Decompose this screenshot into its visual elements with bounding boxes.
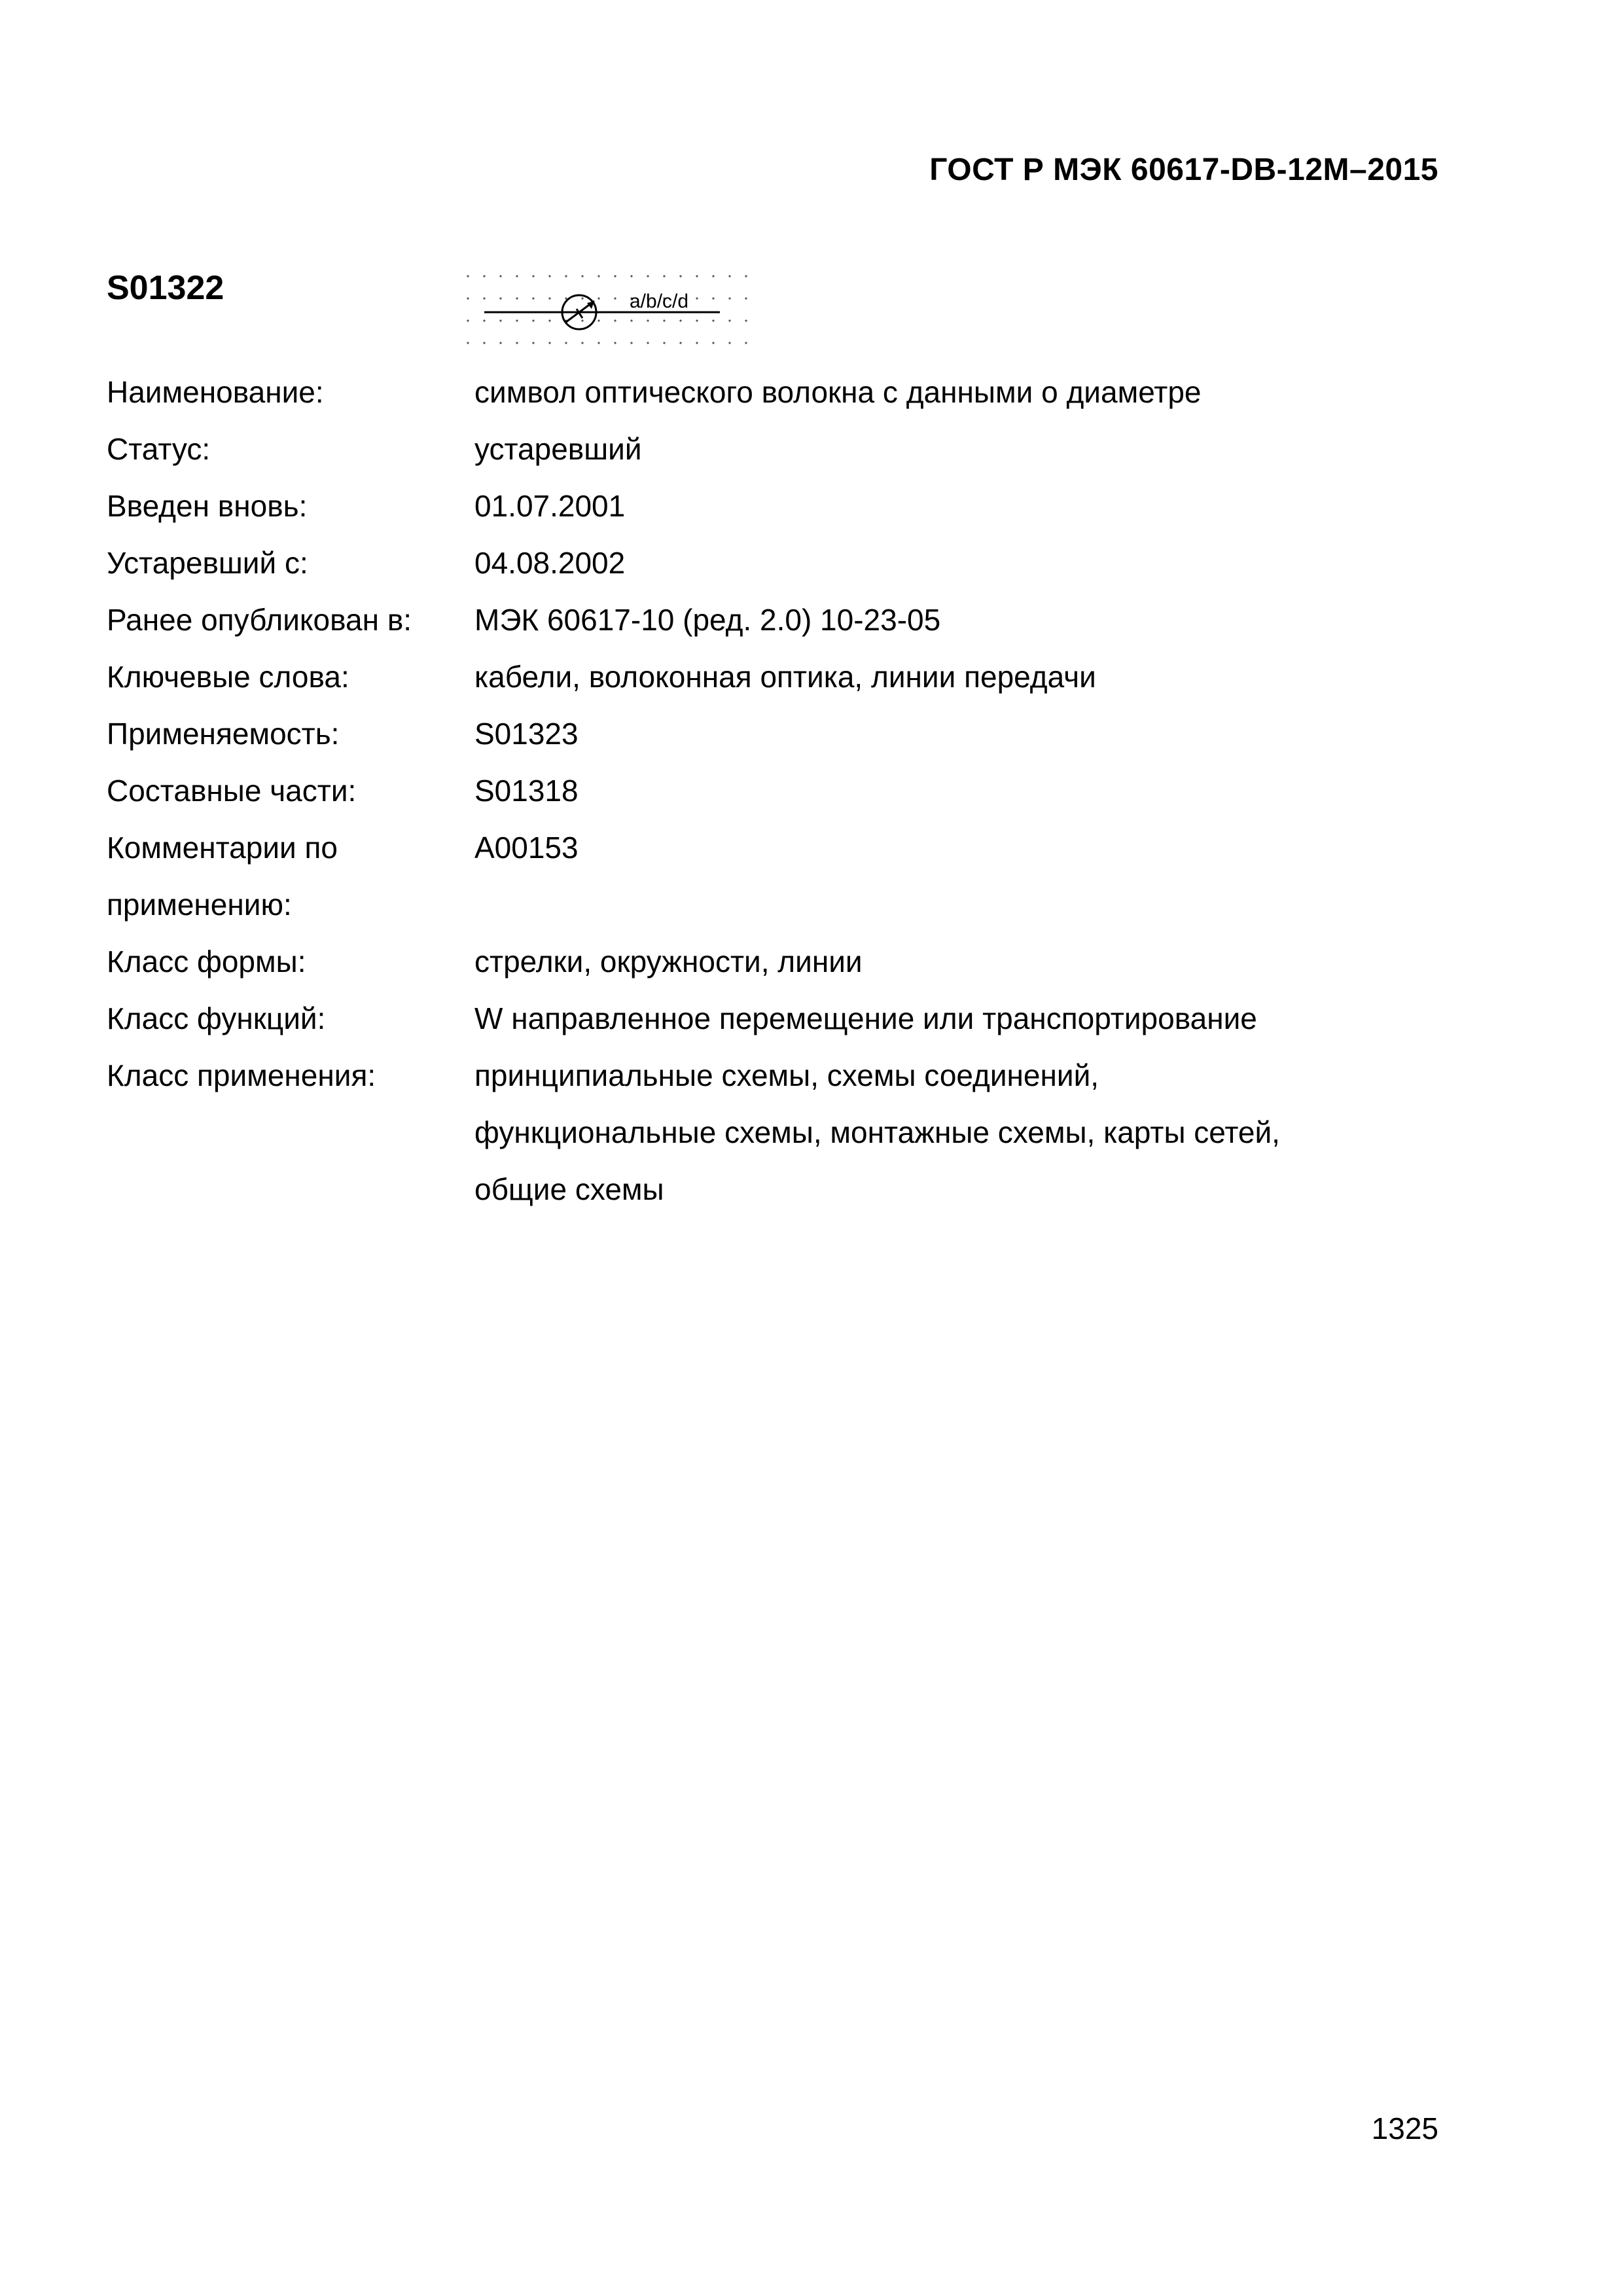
property-value: W направленное перемещение или транспортирование <box>474 1001 1257 1035</box>
grid-dot <box>728 342 730 344</box>
grid-dot <box>516 275 518 277</box>
property-row <box>107 1104 1448 1161</box>
property-row <box>107 933 1448 990</box>
grid-dot <box>532 342 534 344</box>
property-row <box>107 990 1448 1047</box>
grid-dot <box>630 319 632 321</box>
grid-dot <box>597 297 599 299</box>
grid-dot <box>663 275 665 277</box>
property-value: символ оптического волокна с данными о диаметре <box>474 375 1202 409</box>
property-key: Класс формы: <box>107 944 306 978</box>
grid-dot <box>516 297 518 299</box>
property-value: МЭК 60617-10 (ред. 2.0) 10-23-05 <box>474 603 941 637</box>
property-value: 01.07.2001 <box>474 489 626 523</box>
property-value: S01318 <box>474 774 579 808</box>
grid-dot <box>679 319 681 321</box>
grid-dot <box>712 319 714 321</box>
property-row <box>107 706 1448 762</box>
grid-dot <box>548 319 550 321</box>
property-row <box>107 1161 1448 1218</box>
grid-dot <box>696 297 698 299</box>
grid-dot <box>532 297 534 299</box>
property-row <box>107 1047 1448 1104</box>
grid-dot <box>467 297 469 299</box>
grid-dot <box>467 319 469 321</box>
optical-fiber-diameter-symbol-icon <box>458 270 753 355</box>
grid-dot <box>581 275 583 277</box>
property-value: кабели, волоконная оптика, линии передачи <box>474 660 1096 694</box>
grid-dot <box>647 275 649 277</box>
grid-dot <box>581 342 583 344</box>
grid-dot <box>630 275 632 277</box>
grid-dot <box>499 297 501 299</box>
property-key: Ключевые слова: <box>107 660 349 694</box>
property-row <box>107 592 1448 649</box>
property-key: Класс применения: <box>107 1058 376 1092</box>
grid-dot <box>565 342 567 344</box>
grid-dot <box>696 342 698 344</box>
property-key: Составные части: <box>107 774 357 808</box>
grid-dot <box>679 342 681 344</box>
symbol-code: S01322 <box>107 269 224 307</box>
grid-dot <box>516 342 518 344</box>
property-value: функциональные схемы, монтажные схемы, карты сетей, <box>474 1115 1280 1149</box>
grid-dot <box>745 319 747 321</box>
property-row <box>107 478 1448 535</box>
property-key: Введен вновь: <box>107 489 308 523</box>
properties-table <box>107 364 1448 1218</box>
grid-dot <box>728 319 730 321</box>
grid-dot <box>565 275 567 277</box>
grid-dot <box>647 342 649 344</box>
property-row <box>107 649 1448 706</box>
grid-dot <box>614 275 616 277</box>
page-number: 1325 <box>1371 2111 1438 2145</box>
property-key: Комментарии по <box>107 831 338 865</box>
grid-dot <box>614 342 616 344</box>
property-row <box>107 819 1448 876</box>
property-value: A00153 <box>474 831 579 865</box>
grid-dot <box>499 275 501 277</box>
property-row <box>107 421 1448 478</box>
grid-dot <box>712 342 714 344</box>
symbol-label: a/b/c/d <box>630 291 689 312</box>
property-row <box>107 762 1448 819</box>
property-value: общие схемы <box>474 1172 664 1206</box>
grid-dot <box>483 319 485 321</box>
property-key: Статус: <box>107 432 211 466</box>
property-row <box>107 535 1448 592</box>
grid-dot <box>597 342 599 344</box>
standard-code: ГОСТ Р МЭК 60617-DB-12M–2015 <box>929 152 1438 187</box>
grid-dot <box>663 319 665 321</box>
grid-dot <box>696 275 698 277</box>
grid-dot <box>516 319 518 321</box>
grid-dot <box>728 275 730 277</box>
property-value: устаревший <box>474 432 642 466</box>
grid-dot <box>467 275 469 277</box>
property-key: Устаревший с: <box>107 546 308 580</box>
grid-dot <box>614 319 616 321</box>
grid-dot <box>467 342 469 344</box>
grid-dot <box>548 275 550 277</box>
grid-dot <box>745 275 747 277</box>
grid-dot <box>548 297 550 299</box>
grid-dot <box>696 319 698 321</box>
grid-dot <box>712 297 714 299</box>
grid-dot <box>712 275 714 277</box>
property-key: Наименование: <box>107 375 324 409</box>
grid-dot <box>679 275 681 277</box>
grid-dot <box>532 275 534 277</box>
grid-dot <box>745 342 747 344</box>
grid-dot <box>499 319 501 321</box>
grid-dot <box>581 297 583 299</box>
grid-dot <box>548 342 550 344</box>
grid-dot <box>483 275 485 277</box>
grid-dot <box>663 342 665 344</box>
grid-dot <box>483 297 485 299</box>
property-key: Класс функций: <box>107 1001 326 1035</box>
grid-dot <box>597 319 599 321</box>
property-key: Ранее опубликован в: <box>107 603 412 637</box>
grid-dot <box>532 319 534 321</box>
property-key: Применяемость: <box>107 717 340 751</box>
grid-dot <box>630 342 632 344</box>
grid-dot <box>614 297 616 299</box>
grid-dot <box>647 319 649 321</box>
property-row <box>107 876 1448 933</box>
grid-dot <box>581 319 583 321</box>
symbol-grid <box>467 275 747 344</box>
grid-dot <box>499 342 501 344</box>
grid-dot <box>745 297 747 299</box>
grid-dot <box>597 275 599 277</box>
property-value: 04.08.2002 <box>474 546 626 580</box>
property-row <box>107 364 1448 421</box>
property-key-continued: применению: <box>107 888 292 922</box>
grid-dot <box>728 297 730 299</box>
grid-dot <box>483 342 485 344</box>
property-value: стрелки, окружности, линии <box>474 944 863 978</box>
property-value: принципиальные схемы, схемы соединений, <box>474 1058 1099 1092</box>
property-value: S01323 <box>474 717 579 751</box>
